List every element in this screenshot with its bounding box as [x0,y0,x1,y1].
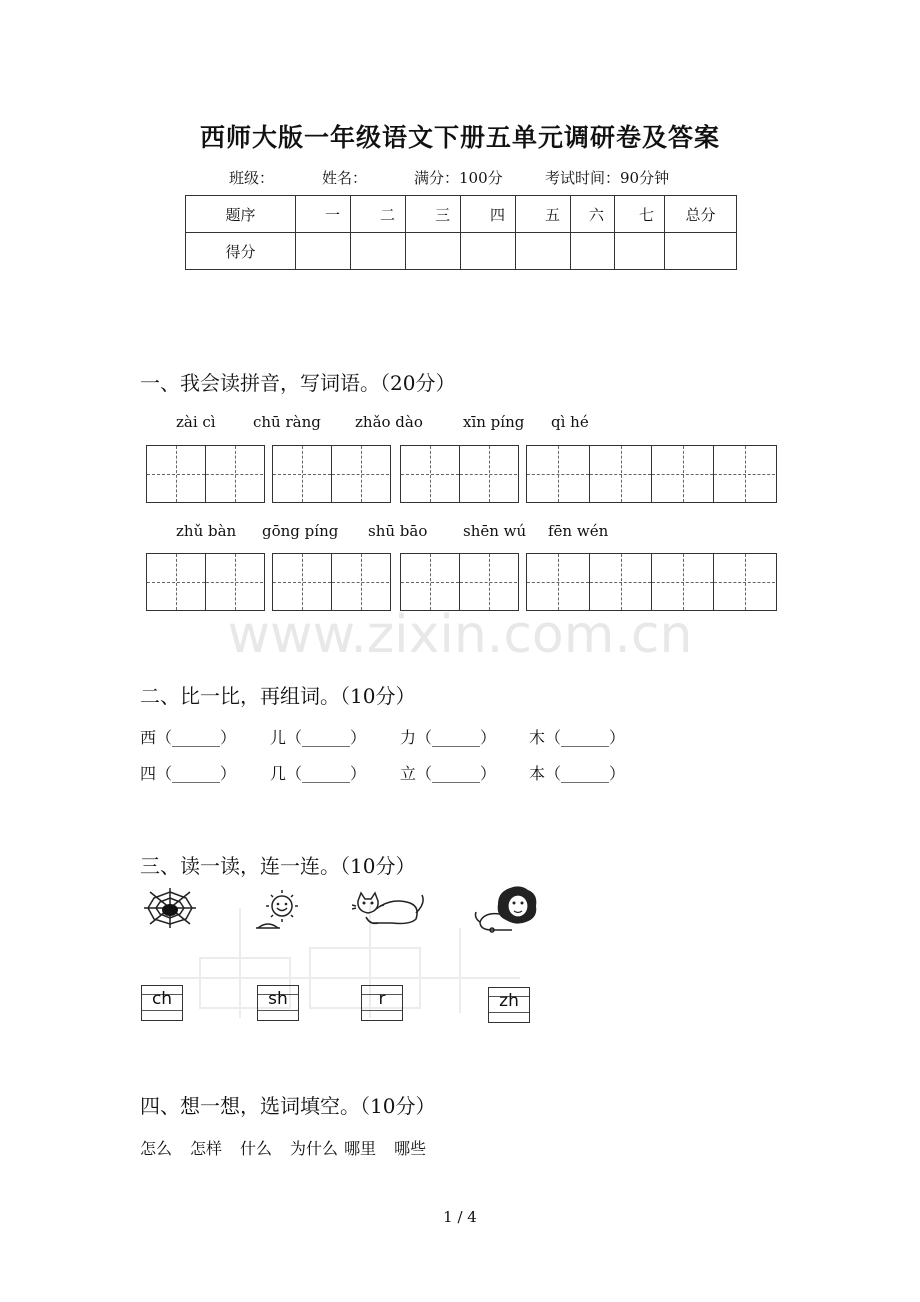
pinyin-label: gōng píng [262,522,339,540]
header-cell: 二 [351,196,406,233]
sun-icon[interactable] [254,888,300,932]
section3-heading: 三、读一读，连一连。（10分） [140,854,416,878]
pinyin-label: xīn píng [463,413,525,431]
compare-item[interactable]: 四（______） [140,764,237,783]
full-score: 满分：100分 [414,169,503,187]
header-cell: 七 [615,196,665,233]
header-cell: 三 [406,196,461,233]
name-label: 姓名： [322,169,368,187]
pinyin-label: fēn wén [548,522,609,540]
header-cell: 总分 [665,196,737,233]
pinyin-text: r [378,989,386,1009]
compare-item[interactable]: 儿（______） [270,728,367,747]
score-table-row [186,233,737,270]
pinyin-box[interactable] [488,987,530,1023]
row-label: 得分 [186,233,296,270]
writing-grid[interactable] [272,553,391,611]
pinyin-box[interactable] [257,985,299,1021]
header-cell: 四 [461,196,516,233]
score-table-header [186,196,737,233]
score-cell[interactable] [665,233,737,270]
pinyin-label: qì hé [551,413,589,431]
exam-time: 考试时间：90分钟 [545,169,670,187]
word-option: 怎么 [140,1139,173,1158]
writing-grid[interactable] [400,553,519,611]
pinyin-text: sh [268,989,288,1009]
spider-web-icon[interactable] [142,886,198,930]
writing-grid[interactable] [400,445,519,503]
word-option: 怎样 [190,1139,223,1158]
compare-item[interactable]: 本（______） [529,764,626,783]
word-option: 什么 [240,1139,273,1158]
header-cell: 一 [296,196,351,233]
word-option: 哪些 [394,1139,427,1158]
score-cell[interactable] [516,233,571,270]
header-cell: 五 [516,196,571,233]
class-label: 班级： [229,169,275,187]
header-cell: 题序 [186,196,296,233]
pinyin-text: zh [499,991,519,1011]
score-cell[interactable] [351,233,406,270]
writing-grid[interactable] [146,445,265,503]
compare-item[interactable]: 几（______） [270,764,367,783]
pinyin-label: zhǎo dào [355,413,423,431]
compare-item[interactable]: 力（______） [400,728,497,747]
score-cell[interactable] [615,233,665,270]
writing-grid[interactable] [526,553,777,611]
pinyin-label: chū ràng [253,413,321,431]
pinyin-label: zài cì [176,413,216,431]
header-cell: 六 [571,196,615,233]
pinyin-label: shū bāo [368,522,428,540]
writing-grid[interactable] [526,445,777,503]
pinyin-text: ch [151,989,173,1009]
writing-grid[interactable] [146,553,265,611]
lion-icon[interactable] [472,884,542,934]
word-option: 为什么 [290,1139,339,1158]
pinyin-box[interactable] [361,985,403,1021]
score-cell[interactable] [296,233,351,270]
pinyin-label: shēn wú [463,522,527,540]
score-cell[interactable] [406,233,461,270]
compare-item[interactable]: 立（______） [400,764,497,783]
word-option: 哪里 [344,1139,377,1158]
page-number: 1 / 4 [443,1208,477,1226]
writing-grid[interactable] [272,445,391,503]
pinyin-label: zhǔ bàn [176,522,237,540]
word-bank [140,1136,444,1159]
section4-heading: 四、想一想，选词填空。（10分） [140,1094,436,1118]
cat-icon[interactable] [352,889,426,929]
watermark: www.zixin.com.cn [227,605,693,665]
section1-heading: 一、我会读拼音，写词语。（20分） [140,371,456,395]
compare-item[interactable]: 西（______） [140,728,237,747]
score-cell[interactable] [461,233,516,270]
document-title: 西师大版一年级语文下册五单元调研卷及答案 [199,123,720,152]
score-cell[interactable] [571,233,615,270]
section2-heading: 二、比一比，再组词。（10分） [140,684,416,708]
compare-item[interactable]: 木（______） [529,728,626,747]
pinyin-box[interactable] [141,985,183,1021]
score-table [185,195,737,270]
